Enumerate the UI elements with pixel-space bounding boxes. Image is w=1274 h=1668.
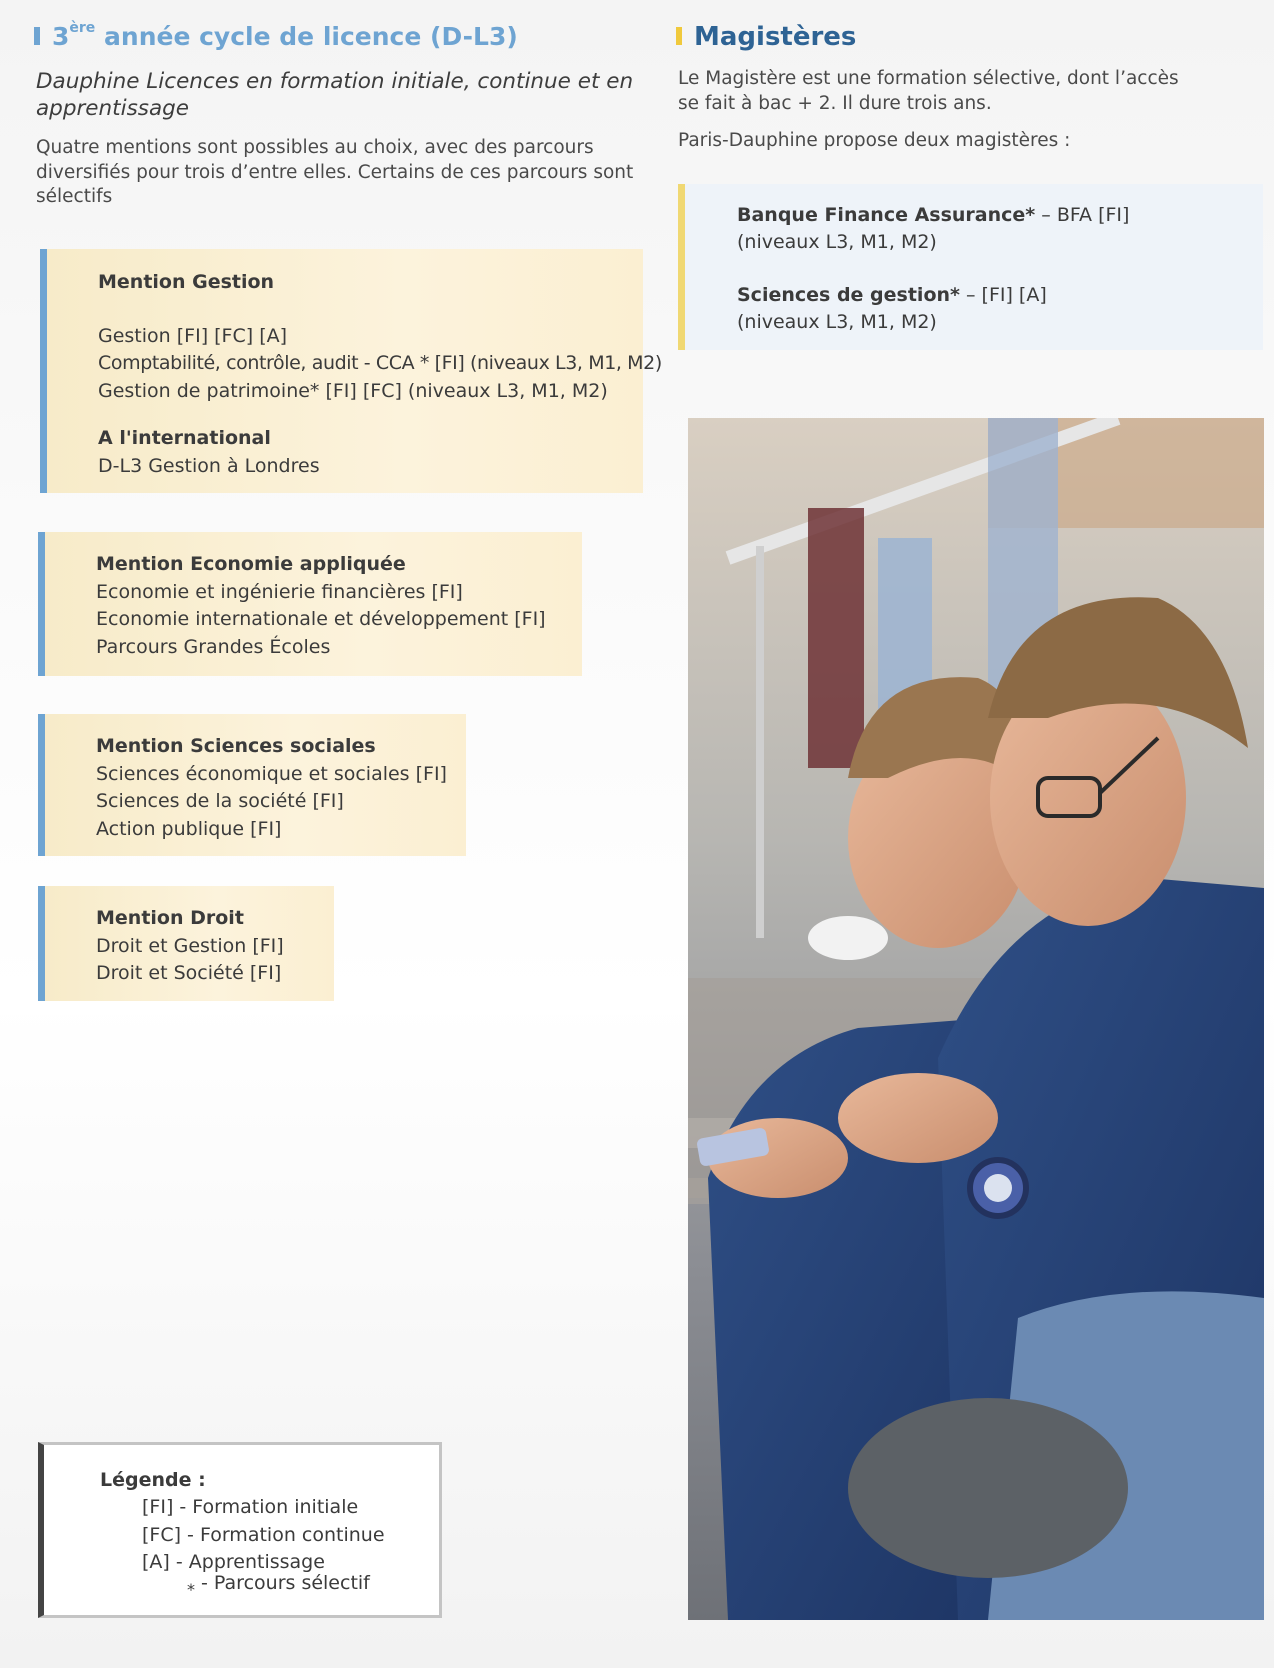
magisteres-intro-2: Paris-Dauphine propose deux magistères :: [678, 130, 1071, 151]
list-item: Sciences économique et sociales [FI]: [96, 762, 447, 785]
magistere-gestion-levels: (niveaux L3, M1, M2): [737, 311, 937, 333]
legend-selective-text: - Parcours sélectif: [195, 1572, 370, 1594]
mention-gestion-box: [40, 249, 662, 493]
legend-item: [A] - Apprentissage: [142, 1551, 325, 1573]
mention-gestion-title: Mention Gestion: [98, 271, 275, 293]
list-item: D-L3 Gestion à Londres: [98, 454, 320, 477]
legend-item: [FI] - Formation initiale: [142, 1496, 359, 1518]
mention-droit-title: Mention Droit: [96, 907, 244, 929]
students-photo-illustration: [688, 418, 1264, 1620]
heading-text: année cycle de licence (D-L3): [104, 22, 518, 51]
legend-title: Légende :: [100, 1469, 206, 1491]
magisteres-box: [678, 184, 1263, 350]
magistere-bfa-name: Banque Finance Assurance*: [737, 204, 1036, 226]
magistere-bfa: [737, 202, 1129, 256]
mention-economie-box: [38, 532, 582, 676]
licence-subtitle: Dauphine Licences en formation initiale, continue et en apprentissage: [36, 69, 634, 121]
students-photo: [688, 418, 1264, 1620]
mention-sociales-title: Mention Sciences sociales: [96, 735, 376, 757]
list-item: Action publique [FI]: [96, 817, 282, 840]
magisteres-heading-text: Magistères: [694, 22, 857, 52]
legend-item: [FC] - Formation continue: [142, 1523, 385, 1546]
list-item: Comptabilité, contrôle, audit - CCA * [FI] (niveaux L3, M1, M2): [98, 352, 662, 374]
magisteres-heading: [676, 22, 856, 52]
list-item: Parcours Grandes Écoles: [96, 635, 331, 658]
asterisk-icon: *: [187, 1580, 195, 1599]
heading-bar-icon: [676, 27, 682, 45]
magisteres-intro: Le Magistère est une formation sélective, dont l’accès se fait à bac + 2. Il dure trois ans.: [678, 68, 1179, 114]
heading-bar-icon: [34, 27, 40, 45]
legend-box: [38, 1442, 442, 1618]
list-item: Sciences de la société [FI]: [96, 790, 344, 812]
list-item: Droit et Gestion [FI]: [96, 934, 284, 957]
list-item: Economie et ingénierie financières [FI]: [96, 580, 463, 603]
list-item: Gestion de patrimoine* [FI] [FC] (niveaux L3, M1, M2): [98, 379, 608, 402]
magistere-bfa-code: – BFA [FI]: [1035, 204, 1130, 226]
mention-droit-box: [38, 886, 334, 1001]
list-item: Droit et Société [FI]: [96, 962, 282, 984]
international-title: A l'international: [98, 427, 271, 449]
magistere-bfa-levels: (niveaux L3, M1, M2): [737, 231, 937, 253]
heading-ordinal: ère: [69, 19, 96, 36]
list-item: Economie internationale et développement [FI]: [96, 608, 546, 630]
licence-intro: Quatre mentions sont possibles au choix, avec des parcours diversifiés pour trois d’entre elles. Certains de ces parcours sont sélectifs: [36, 137, 634, 207]
list-item: Gestion [FI] [FC] [A]: [98, 324, 288, 347]
heading-number: 3: [52, 22, 70, 51]
magistere-gestion-code: – [FI] [A]: [959, 284, 1047, 306]
magistere-gestion-name: Sciences de gestion*: [737, 284, 960, 306]
magistere-gestion: [737, 282, 1047, 336]
mention-economie-title: Mention Economie appliquée: [96, 553, 406, 575]
legend-selective: [187, 1570, 370, 1598]
mention-sociales-box: [38, 714, 466, 856]
licence-heading: [34, 19, 518, 51]
